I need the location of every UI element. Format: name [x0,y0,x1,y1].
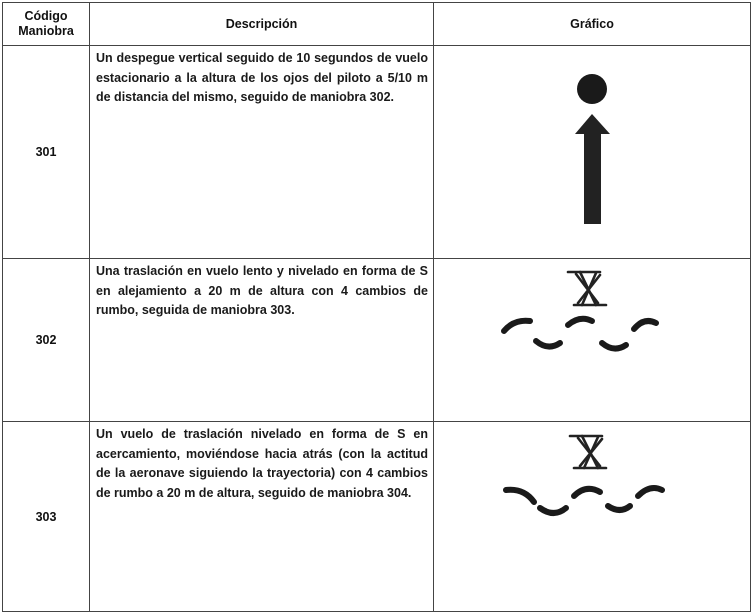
table-row [3,422,751,612]
header-code-line1: Código [24,9,68,23]
row-description: Un vuelo de traslación nivelado en forma de S en acercamiento, moviéndose hacia atrás (con la actitud de la aeronave siguiendo la trayectoria) con 4 cambios de rumbo a 20 m de altura, seguido de maniobra 304. [96,427,428,500]
header-code-line2: Maniobra [18,24,74,38]
maneuvers-table [2,2,751,612]
table-row [3,259,751,422]
table-header-row [3,3,751,46]
s-path-away-icon [434,259,751,422]
row-code: 303 [3,422,90,612]
row-description: Un despegue vertical seguido de 10 segundos de vuelo estacionario a la altura de los ojos del piloto a 5/10 m de distancia del mismo, seguido de maniobra 302. [96,51,428,104]
row-description-cell [90,259,434,422]
header-description: Descripción [90,3,434,46]
header-code [3,3,90,46]
vertical-takeoff-arrow-icon [434,46,751,259]
row-code: 302 [3,259,90,422]
row-graphic [434,46,751,259]
table-row [3,46,751,259]
row-description-cell [90,422,434,612]
row-description: Una traslación en vuelo lento y nivelado en forma de S en alejamiento a 20 m de altura con 4 cambios de rumbo, seguida de maniobra 303. [96,264,428,317]
row-code: 301 [3,46,90,259]
row-description-cell [90,46,434,259]
s-path-approach-icon [434,422,751,612]
row-graphic [434,422,751,612]
row-graphic [434,259,751,422]
header-graphic: Gráfico [434,3,751,46]
